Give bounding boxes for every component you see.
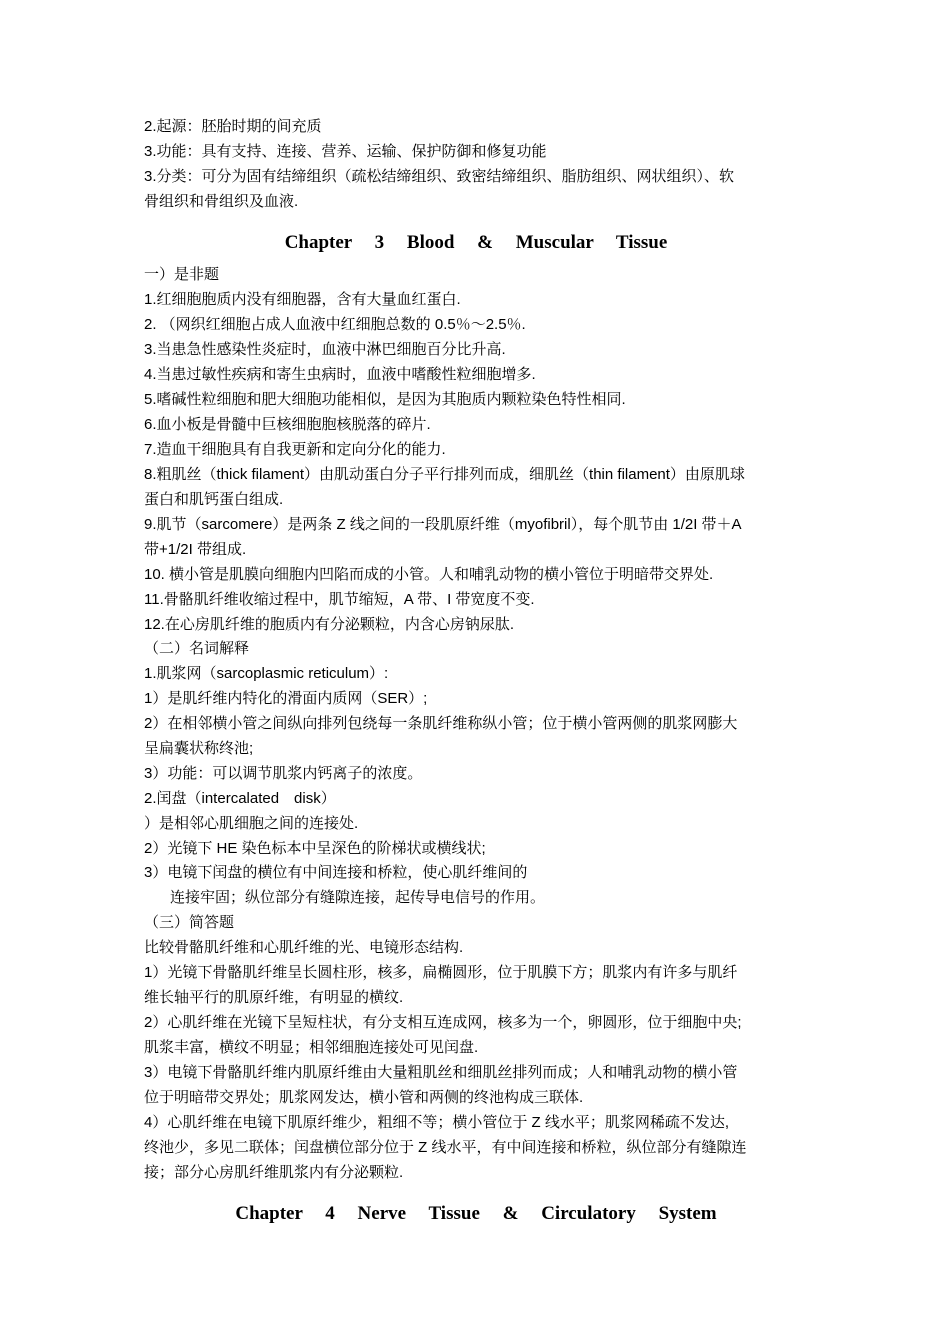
tf-question-5: 5.嗜碱性粒细胞和肥大细胞功能相似，是因为其胞质内颗粒染色特性相同. [144, 391, 626, 408]
answer-4-line-3: 接；部分心房肌纤维肌浆内有分泌颗粒. [144, 1164, 404, 1181]
tf-question-10: 10. 横小管是肌膜向细胞内凹陷而成的小管。人和哺乳动物的横小管位于明暗带交界处. [144, 566, 714, 583]
tf-question-12: 12.在心房肌纤维的胞质内有分泌颗粒，内含心房钠尿肽. [144, 616, 515, 633]
answer-3-line-1: 3）电镜下骨骼肌纤维内肌原纤维由大量粗肌丝和细肌丝排列而成；人和哺乳动物的横小管 [144, 1064, 738, 1081]
tf-question-3: 3.当患急性感染性炎症时，血液中淋巴细胞百分比升高. [144, 341, 506, 358]
chapter-3-title: Chapter 3 Blood & Muscular Tissue [284, 232, 668, 253]
tf-question-2: 2. （网织红细胞占成人血液中红细胞总数的 0.5％～2.5％. [144, 316, 526, 333]
classification-line-1: 3.分类：可分为固有结缔组织（疏松结缔组织、致密结缔组织、脂肪组织、网状组织）、软 [144, 168, 735, 185]
term-1-point-3: 3）功能：可以调节肌浆内钙离子的浓度。 [144, 765, 423, 782]
answer-2-line-2: 肌浆丰富，横纹不明显；相邻细胞连接处可见闰盘. [144, 1039, 479, 1056]
tf-question-4: 4.当患过敏性疾病和寄生虫病时，血液中嗜酸性粒细胞增多. [144, 366, 536, 383]
answer-4-line-1: 4）心肌纤维在电镜下肌原纤维少，粗细不等；横小管位于 Z 线水平；肌浆网稀疏不发达, [144, 1114, 730, 1131]
term-1-point-2-line-2: 呈扁囊状称终池; [144, 740, 254, 757]
tf-question-8-line-1: 8.粗肌丝（thick filament）由肌动蛋白分子平行排列而成，细肌丝（thin filament）由原肌球 [144, 466, 745, 483]
answer-1-line-2: 维长轴平行的肌原纤维，有明显的横纹. [144, 989, 404, 1006]
answer-2-line-1: 2）心肌纤维在光镜下呈短柱状，有分支相互连成网，核多为一个，卵圆形，位于细胞中央; [144, 1014, 742, 1031]
term-1: 1.肌浆网（sarcoplasmic reticulum）: [144, 665, 389, 682]
answer-1-line-1: 1）光镜下骨骼肌纤维呈长圆柱形，核多，扁椭圆形，位于肌膜下方；肌浆内有许多与肌纤 [144, 964, 738, 981]
tf-question-9-line-2: 带+1/2I 带组成. [144, 541, 247, 558]
classification-line-2: 骨组织和骨组织及血液. [144, 193, 299, 210]
short-answer-heading: （三）简答题 [144, 914, 235, 931]
tf-question-11: 11.骨骼肌纤维收缩过程中，肌节缩短，A 带、I 带宽度不变. [144, 591, 535, 608]
term-2-point-3-line-1: 3）电镜下闰盘的横位有中间连接和桥粒，使心肌纤维间的 [144, 864, 528, 881]
term-2-point-2: 2）光镜下 HE 染色标本中呈深色的阶梯状或横线状; [144, 840, 486, 857]
tf-question-9-line-1: 9.肌节（sarcomere）是两条 Z 线之间的一段肌原纤维（myofibril），每个肌节由 1/2I 带＋A [144, 516, 742, 533]
terms-heading: （二）名词解释 [144, 640, 250, 657]
term-2: 2.闰盘（intercalated disk） [144, 790, 336, 807]
term-1-point-2-line-1: 2）在相邻横小管之间纵向排列包绕每一条肌纤维称纵小管；位于横小管两侧的肌浆网膨大 [144, 715, 738, 732]
tf-question-8-line-2: 蛋白和肌钙蛋白组成. [144, 491, 284, 508]
answer-4-line-2: 终池少，多见二联体；闰盘横位部分位于 Z 线水平，有中间连接和桥粒，纵位部分有缝隙连 [144, 1139, 747, 1156]
answer-3-line-2: 位于明暗带交界处；肌浆网发达，横小管和两侧的终池构成三联体. [144, 1089, 584, 1106]
term-1-point-1: 1）是肌纤维内特化的滑面内质网（SER）; [144, 690, 428, 707]
short-answer-question: 比较骨骼肌纤维和心肌纤维的光、电镜形态结构. [144, 939, 464, 956]
tf-question-1: 1.红细胞胞质内没有细胞器，含有大量血红蛋白. [144, 291, 461, 308]
term-2-point-3-line-2: 连接牢固；纵位部分有缝隙连接，起传导电信号的作用。 [170, 889, 546, 906]
true-false-heading: 一）是非题 [144, 266, 220, 283]
function-line: 3.功能：具有支持、连接、营养、运输、保护防御和修复功能 [144, 143, 547, 160]
chapter-4-title: Chapter 4 Nerve Tissue & Circulatory System [235, 1203, 717, 1224]
tf-question-6: 6.血小板是骨髓中巨核细胞胞核脱落的碎片. [144, 416, 431, 433]
term-2-point-1: ）是相邻心肌细胞之间的连接处. [144, 815, 359, 832]
tf-question-7: 7.造血干细胞具有自我更新和定向分化的能力. [144, 441, 446, 458]
origin-line: 2.起源：胚胎时期的间充质 [144, 118, 322, 135]
